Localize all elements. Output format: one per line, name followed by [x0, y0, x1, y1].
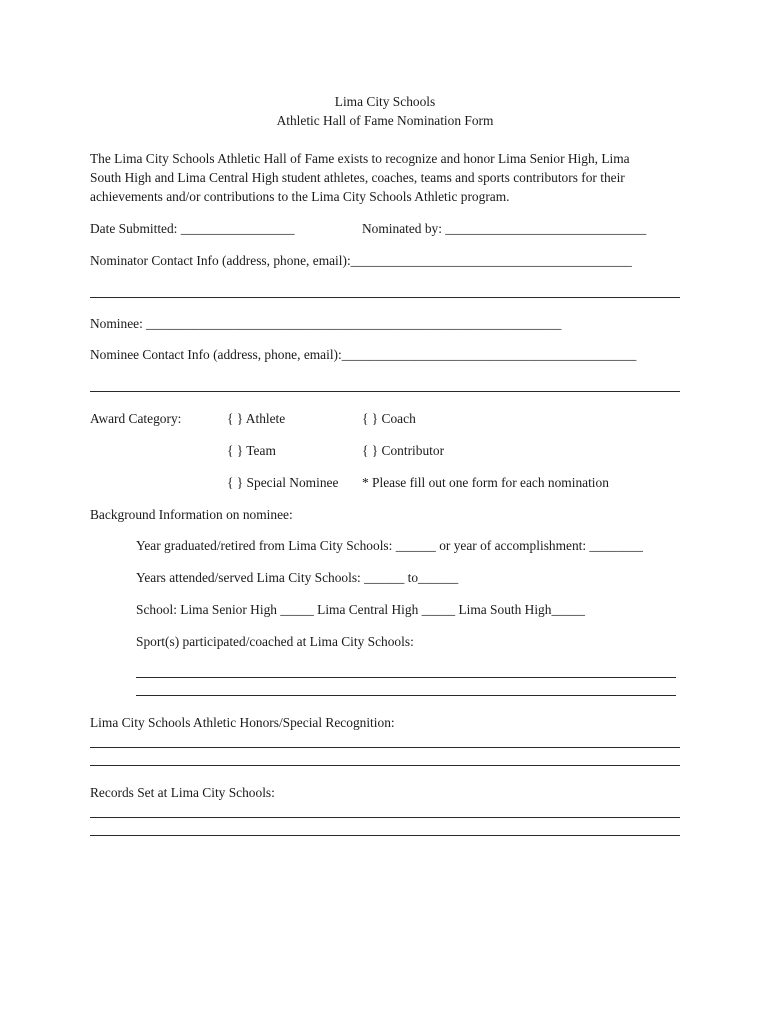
school-name: Lima City Schools	[334, 94, 436, 109]
sports-blank-line-2[interactable]	[136, 695, 676, 696]
honors-blank-line-1[interactable]	[90, 747, 680, 748]
records-blank-line-2[interactable]	[90, 835, 680, 836]
nominee-field[interactable]: Nominee: ______________________________________________________________	[90, 316, 562, 331]
award-option-contributor[interactable]: { } Contributor	[362, 443, 445, 458]
intro-line-2: South High and Lima Central High student athletes, coaches, teams and sports contributors for their	[90, 170, 625, 185]
honors-blank-line-2[interactable]	[90, 765, 680, 766]
records-heading: Records Set at Lima City Schools:	[90, 785, 275, 800]
nominee-contact-field[interactable]: Nominee Contact Info (address, phone, email):____________________________________________	[90, 347, 637, 362]
years-attended-field[interactable]: Years attended/served Lima City Schools: ______ to______	[136, 570, 459, 585]
honors-heading: Lima City Schools Athletic Honors/Special Recognition:	[90, 715, 395, 730]
form-title: Athletic Hall of Fame Nomination Form	[276, 113, 494, 128]
nominated-by-field[interactable]: Nominated by: ______________________________	[362, 221, 647, 236]
sports-blank-line-1[interactable]	[136, 677, 676, 678]
sports-label: Sport(s) participated/coached at Lima City Schools:	[136, 634, 414, 649]
nominator-contact-blank-line[interactable]	[90, 297, 680, 298]
nominator-contact-field[interactable]: Nominator Contact Info (address, phone, email):__________________________________________	[90, 253, 632, 268]
intro-line-3: achievements and/or contributions to the Lima City Schools Athletic program.	[90, 189, 510, 204]
award-option-special-nominee[interactable]: { } Special Nominee	[227, 475, 339, 490]
nominee-contact-blank-line[interactable]	[90, 391, 680, 392]
award-category-label: Award Category:	[90, 411, 182, 426]
records-blank-line-1[interactable]	[90, 817, 680, 818]
year-graduated-field[interactable]: Year graduated/retired from Lima City Schools: ______ or year of accomplishment: ________	[136, 538, 643, 553]
one-form-note: * Please fill out one form for each nomination	[362, 475, 609, 490]
award-option-coach[interactable]: { } Coach	[362, 411, 416, 426]
award-option-team[interactable]: { } Team	[227, 443, 276, 458]
background-heading: Background Information on nominee:	[90, 507, 293, 522]
school-attended-field[interactable]: School: Lima Senior High _____ Lima Central High _____ Lima South High_____	[136, 602, 585, 617]
date-submitted-field[interactable]: Date Submitted: _________________	[90, 221, 295, 236]
award-option-athlete[interactable]: { } Athlete	[227, 411, 286, 426]
intro-line-1: The Lima City Schools Athletic Hall of Fame exists to recognize and honor Lima Senior High, Lima	[90, 151, 630, 166]
